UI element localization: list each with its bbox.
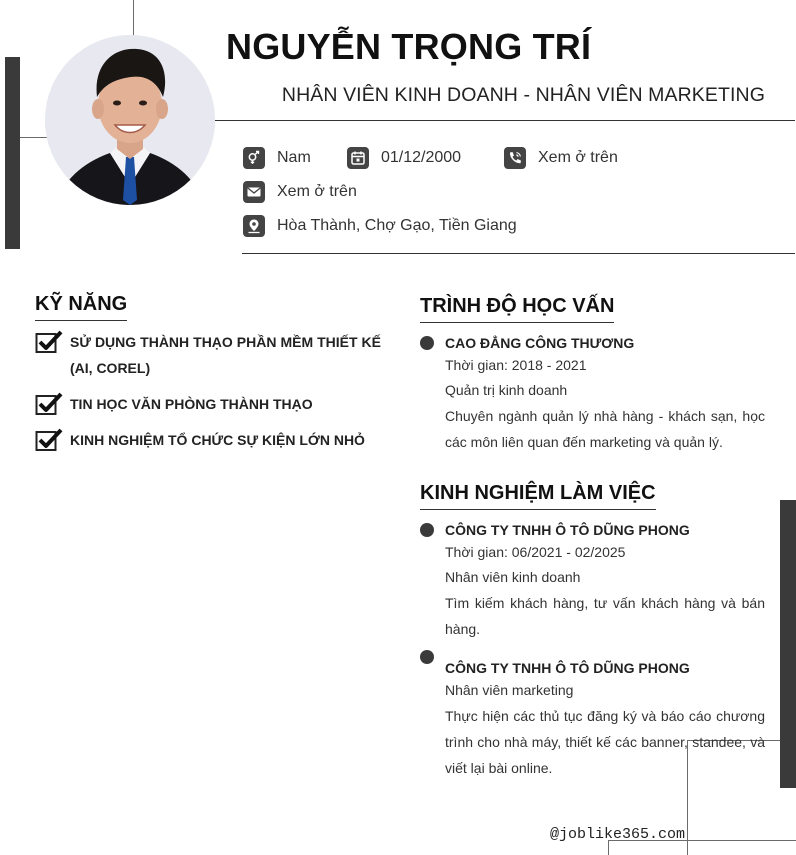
phone-icon bbox=[504, 147, 526, 169]
experience-description: Tìm kiếm khách hàng, tư vấn khách hàng và bán hàng. bbox=[445, 595, 765, 637]
skill-text: SỬ DỤNG THÀNH THẠO PHẦN MỀM THIẾT KẾ (AI, COREL) bbox=[70, 334, 381, 376]
job-title: NHÂN VIÊN KINH DOANH - NHÂN VIÊN MARKETING bbox=[281, 84, 765, 106]
checkbox-checked-icon bbox=[35, 330, 63, 354]
skill-item bbox=[35, 428, 381, 453]
bullet-icon bbox=[420, 523, 434, 537]
company-name: CÔNG TY TNHH Ô TÔ DŨNG PHONG bbox=[445, 522, 690, 538]
skill-text: TIN HỌC VĂN PHÒNG THÀNH THẠO bbox=[70, 396, 313, 412]
info-address bbox=[243, 215, 517, 237]
education-description: Chuyên ngành quản lý nhà hàng - khách sạn, học các môn liên quan đến marketing và quản lý. bbox=[445, 408, 765, 450]
company-name: CÔNG TY TNHH Ô TÔ DŨNG PHONG bbox=[445, 660, 690, 676]
education-title: TRÌNH ĐỘ HỌC VẤN bbox=[420, 295, 614, 323]
avatar bbox=[45, 35, 215, 205]
info-email bbox=[243, 181, 357, 203]
experience-description: Thực hiện các thủ tục đăng ký và báo cáo chương trình cho nhà máy, thiết kế các banner, standee, và viết lại bài online. bbox=[445, 708, 765, 776]
experience-entry bbox=[420, 647, 765, 781]
education-major: Quản trị kinh doanh bbox=[445, 382, 568, 398]
deco-line-top-vertical bbox=[133, 0, 134, 37]
watermark: @joblike365.com bbox=[550, 826, 686, 843]
info-birthday bbox=[347, 147, 461, 169]
skills-title: KỸ NĂNG bbox=[35, 293, 127, 321]
checkbox-checked-icon bbox=[35, 392, 63, 416]
info-gender bbox=[243, 147, 311, 169]
experience-time: Thời gian: 06/2021 - 02/2025 bbox=[445, 544, 626, 560]
calendar-icon bbox=[347, 147, 369, 169]
experience-role: Nhân viên kinh doanh bbox=[445, 569, 581, 585]
skill-text: KINH NGHIỆM TỔ CHỨC SỰ KIỆN LỚN NHỎ bbox=[70, 432, 365, 448]
info-phone-value: Xem ở trên bbox=[538, 149, 618, 166]
location-icon bbox=[243, 215, 265, 237]
experience-entry bbox=[420, 520, 765, 642]
header-divider bbox=[215, 120, 795, 121]
info-address-value: Hòa Thành, Chợ Gạo, Tiền Giang bbox=[277, 217, 517, 234]
deco-bar-left bbox=[5, 57, 20, 249]
info-phone bbox=[504, 147, 618, 169]
info-divider bbox=[242, 253, 795, 254]
bullet-icon bbox=[420, 650, 434, 664]
mail-icon bbox=[243, 181, 265, 203]
skill-item bbox=[35, 392, 381, 417]
info-gender-value: Nam bbox=[277, 149, 311, 166]
checkbox-checked-icon bbox=[35, 428, 63, 452]
school-name: CAO ĐẲNG CÔNG THƯƠNG bbox=[445, 335, 635, 351]
gender-icon bbox=[243, 147, 265, 169]
info-email-value: Xem ở trên bbox=[277, 183, 357, 200]
deco-line-left-horizontal bbox=[20, 137, 50, 138]
avatar-photo bbox=[45, 35, 215, 205]
deco-bar-right bbox=[780, 500, 796, 788]
bullet-icon bbox=[420, 336, 434, 350]
education-time: Thời gian: 2018 - 2021 bbox=[445, 357, 587, 373]
candidate-name: NGUYỄN TRỌNG TRÍ bbox=[226, 26, 592, 67]
experience-role: Nhân viên marketing bbox=[445, 682, 574, 698]
skill-item bbox=[35, 330, 381, 381]
experience-title: KINH NGHIỆM LÀM VIỆC bbox=[420, 482, 656, 510]
education-entry bbox=[420, 333, 765, 455]
info-birthday-value: 01/12/2000 bbox=[381, 149, 462, 166]
